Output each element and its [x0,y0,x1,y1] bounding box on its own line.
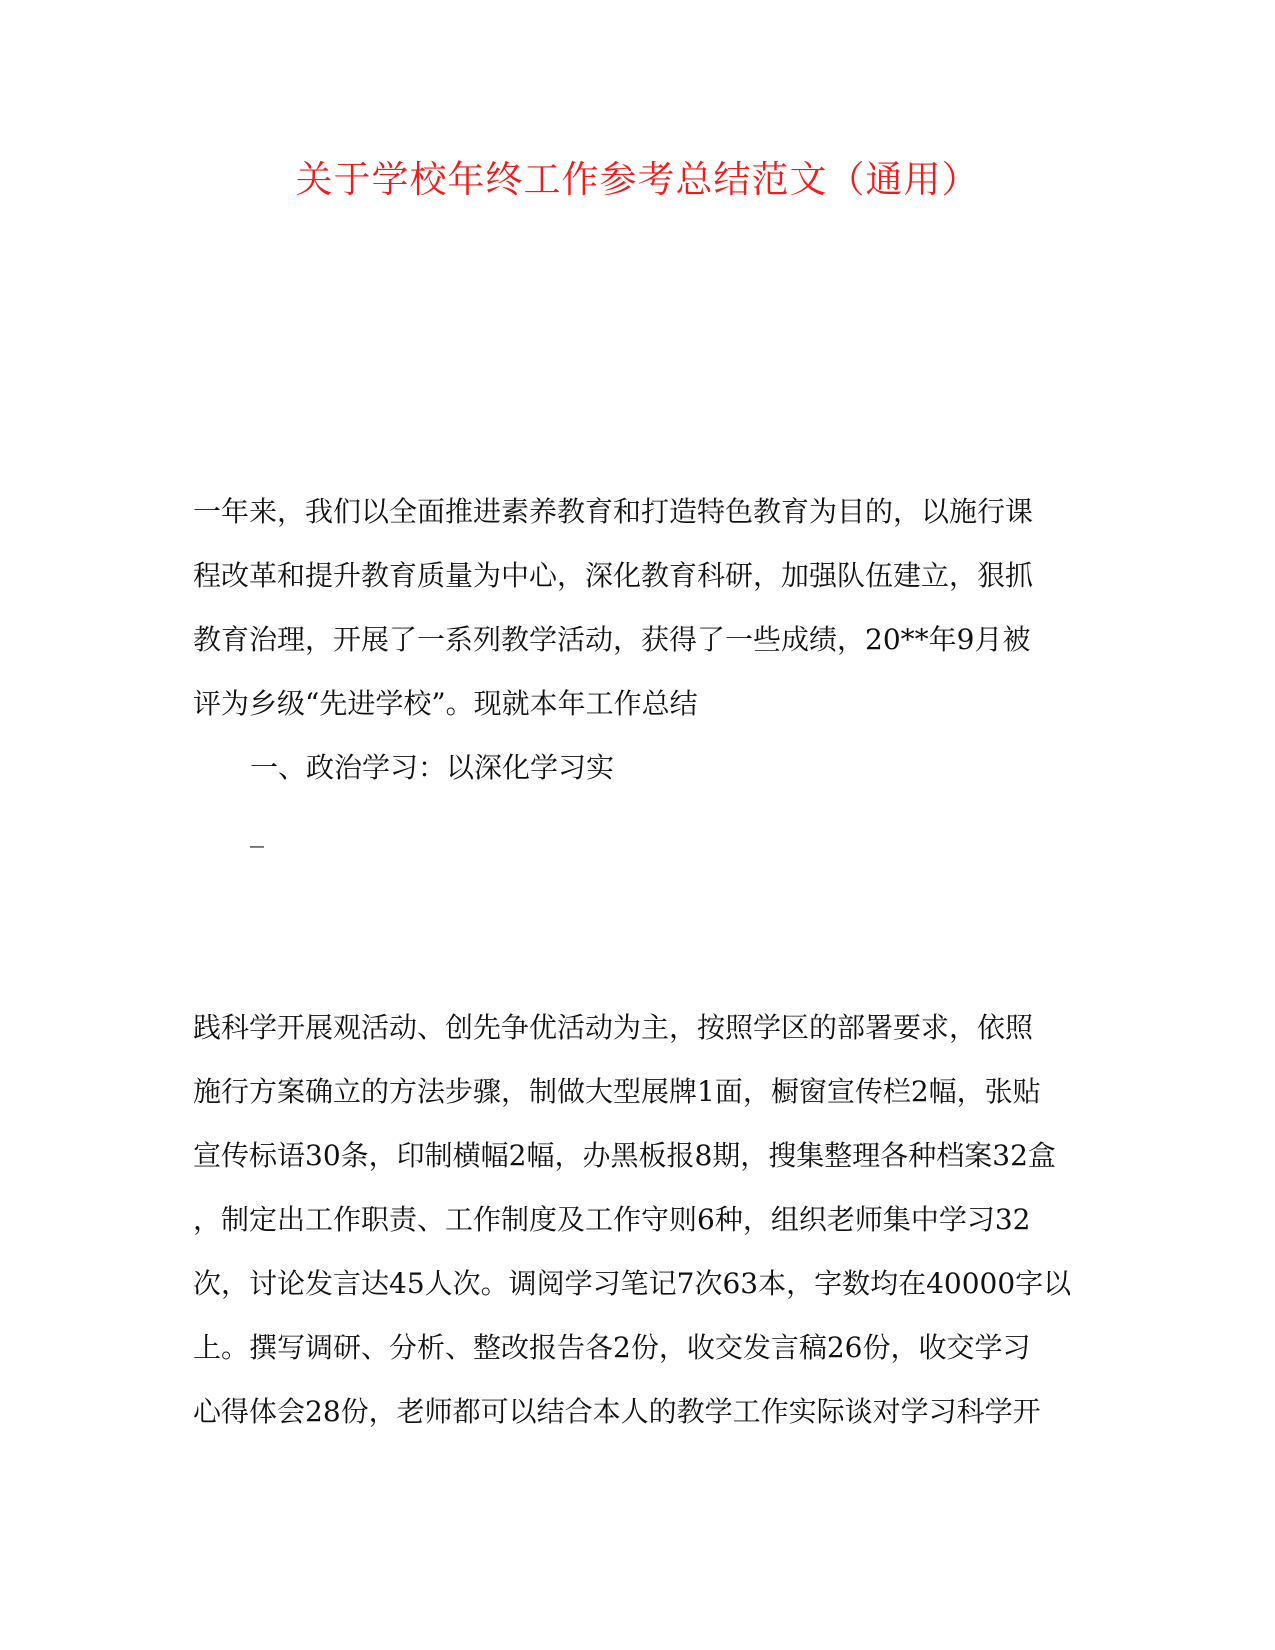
text-line: 程改革和提升教育质量为中心，深化教育科研，加强队伍建立，狠抓 [193,559,1034,592]
paragraph-body [193,1012,1093,1460]
text-line: 评为乡级“先进学校”。现就本年工作总结 [193,687,698,720]
text-line: 次，讨论发言达45人次。调阅学习笔记7次63本，字数均在40000字以 [193,1267,1072,1300]
text-line: 施行方案确立的方法步骤，制做大型展牌1面，橱窗宣传栏2幅，张贴 [193,1075,1041,1108]
text-line: 教育治理，开展了一系列教学活动，获得了一些成绩，20**年9月被 [193,623,1031,656]
text-line: 上。撰写调研、分析、整改报告各2份，收交发言稿26份，收交学习 [193,1331,1031,1364]
paragraph-intro [193,496,1093,752]
text-line: 一年来，我们以全面推进素养教育和打造特色教育为目的，以施行课 [193,495,1034,528]
underscore-marker: _ [250,815,264,848]
text-line: ，制定出工作职责、工作制度及工作守则6种，组织老师集中学习32 [193,1203,1031,1236]
section-heading-text: 一、政治学习：以深化学习实 [250,751,615,784]
text-line: 心得体会28份，老师都可以结合本人的教学工作实际谈对学习科学开 [193,1395,1041,1428]
section-heading-politics [250,752,1150,816]
document-title: 关于学校年终工作参考总结范文（通用） [295,158,980,201]
text-line: 宣传标语30条，印制横幅2幅，办黑板报8期，搜集整理各种档案32盒 [193,1139,1056,1172]
text-line: 践科学开展观活动、创先争优活动为主，按照学区的部署要求，依照 [193,1011,1034,1044]
